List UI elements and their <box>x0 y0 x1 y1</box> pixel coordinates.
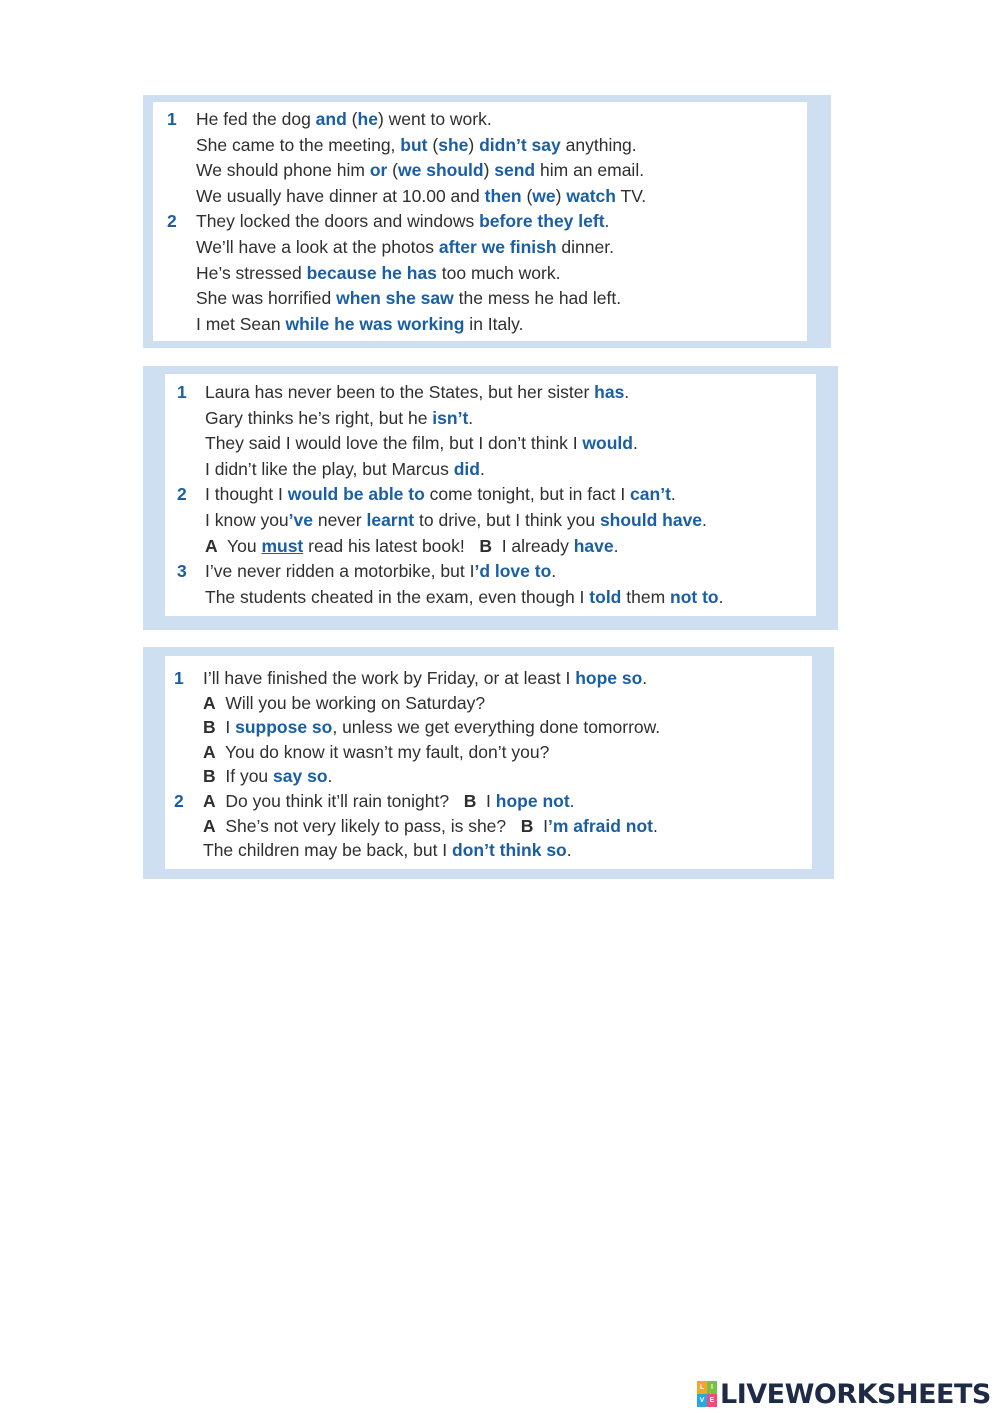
sentence-text: ) <box>555 185 567 206</box>
highlighted-phrase: ’ve <box>288 510 313 530</box>
highlighted-phrase: ’d love to <box>474 561 552 582</box>
sentence-text: You do know it wasn’t my fault, don’t you? <box>215 741 550 762</box>
sentence-text: to drive, but I think you <box>414 510 600 530</box>
example-sentence <box>203 814 658 838</box>
sentence-text: . <box>569 791 575 811</box>
highlighted-phrase: we should <box>398 160 484 181</box>
speaker-label: A <box>203 692 216 713</box>
highlighted-phrase: not to <box>670 586 719 607</box>
highlighted-phrase: while he was working <box>285 313 465 334</box>
sentence-text: If you <box>215 766 274 787</box>
item-number: 1 <box>167 109 177 129</box>
speaker-label: A <box>205 535 218 556</box>
example-sentence <box>203 691 485 715</box>
highlighted-phrase: and <box>315 109 347 129</box>
speaker-label: A <box>203 815 216 836</box>
example-sentence <box>196 158 644 182</box>
highlighted-phrase: told <box>589 586 622 607</box>
sentence-text: We usually have dinner at 10.00 and <box>196 185 485 206</box>
speaker-label: A <box>203 791 216 811</box>
highlighted-phrase: didn’t say <box>479 134 561 155</box>
sentence-text: Will you be working on Saturday? <box>215 692 486 713</box>
sentence-text: them <box>621 586 671 607</box>
logo-mark-e: E <box>707 1394 717 1407</box>
sentence-text: . <box>670 484 676 505</box>
sentence-text: dinner. <box>556 237 614 257</box>
sentence-text: . <box>327 766 333 787</box>
highlighted-phrase: then <box>484 185 522 206</box>
logo-mark-v: V <box>697 1394 707 1407</box>
speaker-label: B <box>520 815 534 836</box>
example-sentence <box>205 482 676 506</box>
sentence-text: come tonight, but in fact I <box>424 484 631 505</box>
sentence-text: ) went to work. <box>377 109 492 129</box>
highlighted-phrase: did <box>453 458 480 479</box>
sentence-text: . <box>479 458 485 479</box>
sentence-text: TV. <box>615 185 647 206</box>
sentence-text: . <box>632 433 638 454</box>
highlighted-phrase: learnt <box>366 510 415 530</box>
sentence-text: I <box>533 815 548 836</box>
sentence-text: . <box>566 840 572 861</box>
item-number: 2 <box>167 211 177 232</box>
item-number: 1 <box>177 382 187 402</box>
sentence-text: . <box>653 815 658 836</box>
sentence-text: I thought I <box>205 484 288 505</box>
item-number: 2 <box>177 484 187 505</box>
sentence-text: never <box>312 510 367 530</box>
example-sentence <box>203 740 549 764</box>
highlighted-phrase: when she saw <box>336 288 454 309</box>
sentence-text: He fed the dog <box>196 109 316 129</box>
highlighted-phrase: would <box>582 433 633 454</box>
highlighted-phrase: watch <box>566 185 616 206</box>
highlighted-phrase: isn’t <box>432 407 469 428</box>
sentence-text: . <box>613 535 619 556</box>
example-sentence <box>205 534 618 558</box>
example-sentence <box>196 133 637 157</box>
sentence-text: They locked the doors and windows <box>196 211 480 232</box>
sentence-text: I <box>476 791 496 811</box>
item-number: 3 <box>177 561 187 582</box>
example-sentence <box>203 789 575 813</box>
sentence-text: him an email. <box>535 160 645 181</box>
sentence-text: Do you think it’ll rain tonight? <box>215 791 464 811</box>
sentence-text: read his latest book! <box>303 535 480 556</box>
highlighted-phrase: would be able to <box>287 484 425 505</box>
highlighted-phrase: must <box>261 535 304 556</box>
example-sentence <box>203 715 660 739</box>
example-sentence <box>203 838 572 862</box>
liveworksheets-logo <box>697 1376 991 1412</box>
sentence-text: I didn’t like the play, but Marcus <box>205 458 454 479</box>
highlighted-phrase: ’m afraid not <box>547 815 653 836</box>
highlighted-phrase: don’t think so <box>452 840 567 861</box>
sentence-text: I <box>215 717 236 738</box>
item-number: 1 <box>174 668 184 688</box>
example-sentence <box>205 380 629 404</box>
example-sentence <box>205 585 723 609</box>
example-sentence <box>203 764 332 788</box>
example-sentence <box>196 312 523 336</box>
example-sentence <box>196 209 609 233</box>
sentence-text: . <box>624 382 630 402</box>
speaker-label: B <box>463 791 477 811</box>
highlighted-phrase: before they left <box>479 211 605 232</box>
sentence-text: I’ve never ridden a motorbike, but I <box>205 561 475 582</box>
sentence-text: We’ll have a look at the photos <box>196 237 439 257</box>
highlighted-phrase: because he has <box>306 262 437 283</box>
example-sentence <box>196 286 621 310</box>
speaker-label: B <box>203 766 216 787</box>
sentence-text: too much work. <box>436 262 561 283</box>
sentence-text: anything. <box>560 134 637 155</box>
highlighted-phrase: can’t <box>630 484 671 505</box>
sentence-text: ) <box>468 134 480 155</box>
speaker-label: B <box>479 535 492 556</box>
sentence-text: The children may be back, but I <box>203 840 453 861</box>
highlighted-phrase: she <box>438 134 469 155</box>
sentence-text: I met Sean <box>196 313 286 334</box>
example-sentence <box>196 235 614 259</box>
highlighted-phrase: hope not <box>495 791 570 811</box>
logo-mark-i: I <box>707 1381 717 1394</box>
highlighted-phrase: or <box>369 160 388 181</box>
highlighted-phrase: suppose so <box>235 717 333 738</box>
sentence-text: ( <box>387 160 399 181</box>
example-sentence <box>196 184 646 208</box>
example-sentence <box>205 431 638 455</box>
sentence-text: She’s not very likely to pass, is she? <box>215 815 521 836</box>
sentence-text: I’ll have finished the work by Friday, or at least I <box>203 668 576 688</box>
sentence-text: He’s stressed <box>196 262 307 283</box>
example-sentence <box>205 406 473 430</box>
highlighted-phrase: has <box>594 382 625 402</box>
sentence-text: We should phone him <box>196 160 370 181</box>
sentence-text: ) <box>483 160 495 181</box>
logo-mark-l: L <box>697 1381 707 1394</box>
sentence-text: in Italy. <box>464 313 524 334</box>
sentence-text: Gary thinks he’s right, but he <box>205 407 433 428</box>
sentence-text: You <box>217 535 262 556</box>
sentence-text: . <box>702 510 707 530</box>
item-number: 2 <box>174 791 184 811</box>
sentence-text: The students cheated in the exam, even though I <box>205 586 590 607</box>
sentence-text: She was horrified <box>196 288 337 309</box>
sentence-text: I already <box>491 535 574 556</box>
example-sentence <box>203 666 647 690</box>
highlighted-phrase: he <box>357 109 378 129</box>
highlighted-phrase: have <box>573 535 614 556</box>
logo-mark-icon <box>697 1381 717 1407</box>
example-sentence <box>205 457 485 481</box>
sentence-text: ( <box>427 134 439 155</box>
highlighted-phrase: we <box>532 185 556 206</box>
example-sentence <box>196 107 492 131</box>
logo-text: LIVEWORKSHEETS <box>720 1378 991 1410</box>
sentence-text: . <box>551 561 557 582</box>
highlighted-phrase: should have <box>599 510 703 530</box>
highlighted-phrase: but <box>400 134 428 155</box>
highlighted-phrase: send <box>494 160 536 181</box>
sentence-text: ( <box>346 109 358 129</box>
example-sentence <box>205 559 556 583</box>
highlighted-phrase: hope so <box>575 668 643 688</box>
sentence-text: ( <box>521 185 533 206</box>
sentence-text: . <box>468 407 474 428</box>
sentence-text: . <box>718 586 724 607</box>
example-sentence <box>196 261 560 285</box>
speaker-label: B <box>203 717 216 738</box>
sentence-text: She came to the meeting, <box>196 134 401 155</box>
highlighted-phrase: say so <box>273 766 328 787</box>
sentence-text: the mess he had left. <box>453 288 622 309</box>
sentence-text: They said I would love the film, but I don’t think I <box>205 433 583 454</box>
highlighted-phrase: after we finish <box>438 237 557 257</box>
speaker-label: A <box>203 741 216 762</box>
sentence-text: . <box>604 211 610 232</box>
sentence-text: I know you <box>205 510 289 530</box>
example-sentence <box>205 508 707 532</box>
sentence-text: Laura has never been to the States, but her sister <box>205 382 595 402</box>
sentence-text: , unless we get everything done tomorrow. <box>332 717 661 738</box>
sentence-text: . <box>642 668 648 688</box>
